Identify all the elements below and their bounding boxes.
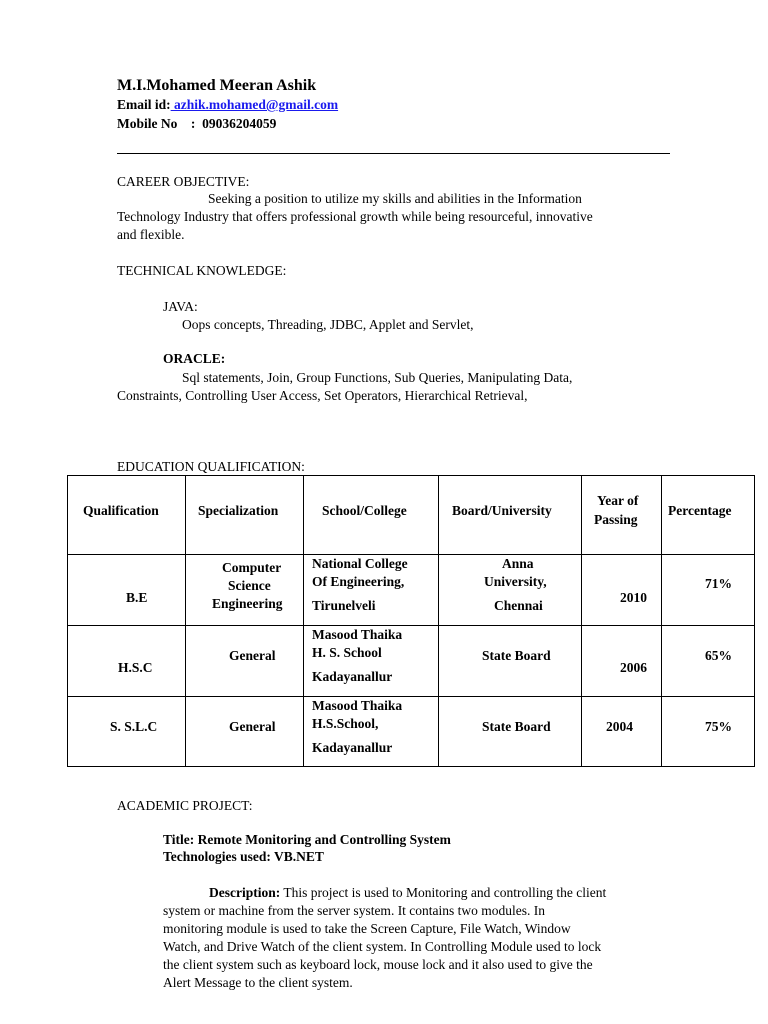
header-percentage: Percentage xyxy=(662,476,755,555)
project-heading: ACADEMIC PROJECT: xyxy=(117,798,253,813)
project-title: Title: Remote Monitoring and Controlling System xyxy=(163,832,451,847)
description-line-4: Watch, and Drive Watch of the client system. In Controlling Module used to lock xyxy=(163,939,602,954)
career-line-3: and flexible. xyxy=(117,227,185,242)
description-line-5: the client system such as keyboard lock, mouse lock and it also used to give the xyxy=(163,957,593,972)
row-year: 2010 xyxy=(620,590,647,605)
row-percentage: 75% xyxy=(705,719,732,734)
education-heading: EDUCATION QUALIFICATION: xyxy=(117,459,305,474)
oracle-heading: ORACLE: xyxy=(163,351,226,366)
technical-heading: TECHNICAL KNOWLEDGE: xyxy=(117,263,287,278)
row-year: 2004 xyxy=(606,719,633,734)
career-line-2: Technology Industry that offers professional growth while being resourceful, innovative xyxy=(117,209,593,224)
row-percentage: 71% xyxy=(705,576,732,591)
description-line-1: Description: This project is used to Monitoring and controlling the client xyxy=(209,885,607,900)
education-table xyxy=(67,475,755,767)
mobile-label: Mobile No : xyxy=(117,116,196,131)
header-specialization: Specialization xyxy=(186,476,304,555)
table-row: B.E Computer Science Engineering National College Of Engineering, Tirunelveli Anna University, Chennai 2010 71% xyxy=(68,555,755,626)
project-technologies: Technologies used: VB.NET xyxy=(163,849,324,864)
table-header-row xyxy=(68,476,755,555)
oracle-line-2: Constraints, Controlling User Access, Set Operators, Hierarchical Retrieval, xyxy=(117,388,528,403)
java-heading: JAVA: xyxy=(163,299,198,314)
description-label: Description: xyxy=(209,885,281,900)
header-divider xyxy=(117,153,670,154)
career-line-1: Seeking a position to utilize my skills and abilities in the Information xyxy=(208,191,582,206)
description-line-3: monitoring module is used to take the Screen Capture, File Watch, Window xyxy=(163,921,571,936)
table-row: S. S.L.C General Masood Thaika H.S.School, Kadayanallur State Board 2004 75% xyxy=(68,697,755,767)
table-row: H.S.C General Masood Thaika H. S. School Kadayanallur State Board 2006 65% xyxy=(68,626,755,697)
email-row xyxy=(117,97,338,113)
email-link[interactable]: azhik.mohamed@gmail.com xyxy=(170,97,339,112)
header-qualification: Qualification xyxy=(68,476,186,555)
oracle-line-1: Sql statements, Join, Group Functions, Sub Queries, Manipulating Data, xyxy=(182,370,573,385)
row-qualification: B.E xyxy=(126,590,148,605)
header-year: Year of Passing xyxy=(582,476,662,555)
row-qualification: S. S.L.C xyxy=(110,719,158,734)
row-year: 2006 xyxy=(620,660,647,675)
career-heading: CAREER OBJECTIVE: xyxy=(117,174,250,189)
mobile-number: 09036204059 xyxy=(202,116,277,131)
description-line-6: Alert Message to the client system. xyxy=(163,975,353,990)
email-label: Email id: xyxy=(117,97,171,112)
header-board: Board/University xyxy=(439,476,582,555)
row-qualification: H.S.C xyxy=(118,660,153,675)
row-percentage: 65% xyxy=(705,648,732,663)
candidate-name: M.I.Mohamed Meeran Ashik xyxy=(117,77,317,94)
mobile-row xyxy=(117,116,276,132)
header-school: School/College xyxy=(304,476,439,555)
java-text: Oops concepts, Threading, JDBC, Applet and Servlet, xyxy=(182,317,474,332)
description-line-2: system or machine from the server system. It contains two modules. In xyxy=(163,903,546,918)
